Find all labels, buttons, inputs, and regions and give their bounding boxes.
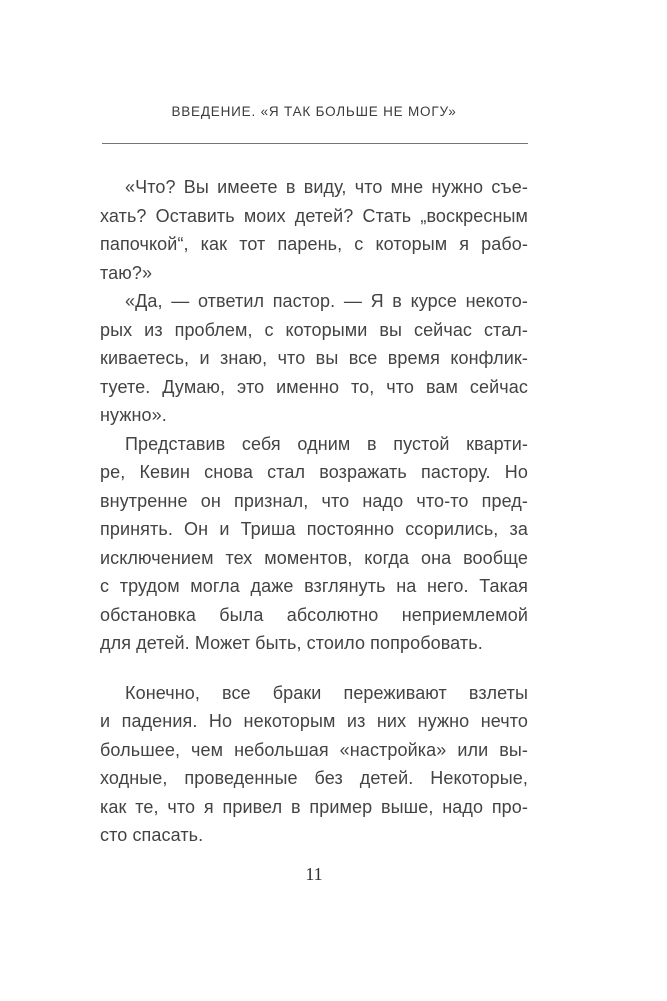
text-line: принять. Он и Триша постоянно ссорились, за [100,519,528,539]
text-line: как те, что я привел в пример выше, надо про- [100,796,528,817]
text-line: и падения. Но некоторым из них нужно нечто [100,711,528,731]
running-header: ВВЕДЕНИЕ. «Я ТАК БОЛЬШЕ НЕ МОГУ» [171,104,457,119]
page-number: 11 [305,864,323,884]
text-line: с трудом могла даже взглянуть на него. Такая [100,576,528,596]
text-line: Конечно, все браки переживают взлеты [125,682,528,703]
text-line: ходные, проведенные без детей. Некоторые, [100,768,528,788]
text-line: «Что? Вы имеете в виду, что мне нужно съе- [125,177,528,197]
paragraph [100,430,528,658]
text-line: хать? Оставить моих детей? Стать „воскресным [100,205,528,226]
text-line: исключением тех моментов, когда она вообще [100,547,528,568]
text-line: обстановка была абсолютно неприемлемой [100,604,528,625]
text-line: папочкой“, как тот парень, с которым я рабо- [100,234,528,254]
text-line: Представив себя одним в пустой кварти- [125,433,528,454]
text-line: киваетесь, и знаю, что вы все время конфлик- [100,348,528,368]
text-line: сто спасать. [100,825,204,845]
text-line: «Да, — ответил пастор. — Я в курсе некото- [125,291,528,311]
text-line: ре, Кевин снова стал возражать пастору. Но [100,462,528,482]
text-line: для детей. Может быть, стоило попробовать. [100,633,483,653]
text-line: большее, чем небольшая «настройка» или вы- [100,739,528,760]
header-rule-divider [102,143,528,144]
paragraph [100,287,528,430]
paragraph [100,173,528,287]
body-text [100,173,528,850]
text-line: таю?» [100,262,153,283]
text-line: внутренне он признал, что надо что-то пред- [100,490,528,511]
paragraph [100,679,528,850]
text-line: нужно». [100,405,167,425]
text-line: туете. Думаю, это именно то, что вам сейчас [100,376,528,397]
text-line: рых из проблем, с которыми вы сейчас стал- [100,319,528,340]
